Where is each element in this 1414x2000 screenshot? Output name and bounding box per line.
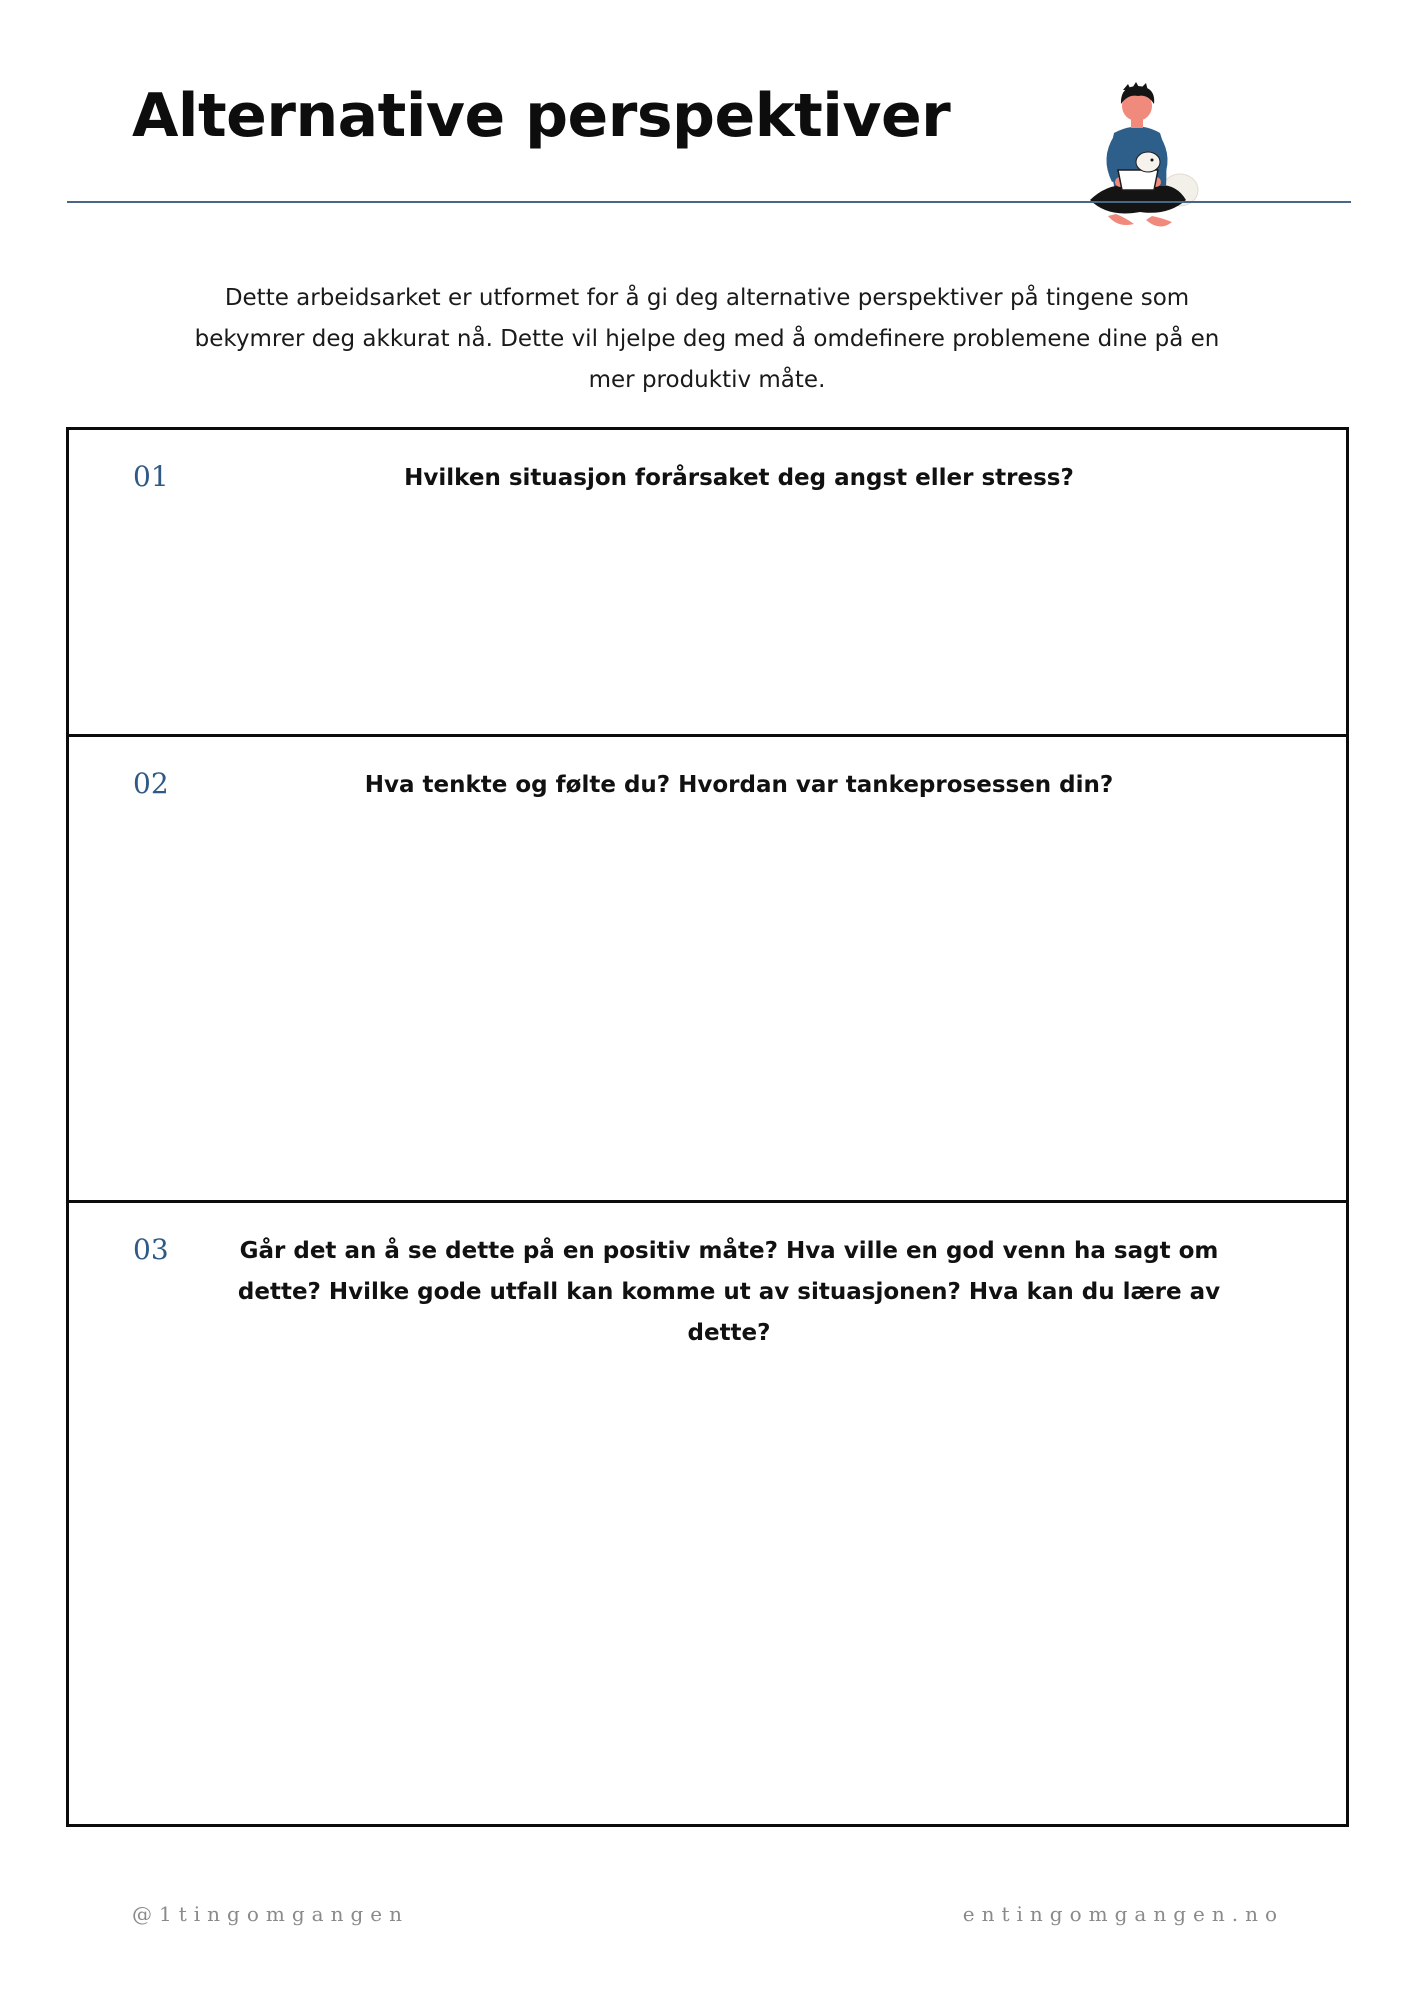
header-divider — [67, 201, 1351, 203]
worksheet-table — [66, 427, 1349, 1827]
section-question: Hva tenkte og følte du? Hvordan var tankeprosessen din? — [364, 772, 1114, 798]
section-question: Går det an å se dette på en positiv måte? Hva ville en god venn ha sagt om dette? Hvilke gode utfall kan komme ut av situasjonen? Hva kan du lære av dette? — [237, 1238, 1221, 1346]
section-number: 03 — [133, 1233, 169, 1266]
section-number: 01 — [133, 460, 169, 493]
answer-area-02[interactable] — [89, 837, 1326, 1180]
section-02 — [69, 737, 1346, 1203]
person-reading-with-dog-illustration — [1068, 78, 1208, 233]
section-question: Hvilken situasjon forårsaket deg angst eller stress? — [404, 465, 1074, 491]
page-title: Alternative perspektiver — [132, 81, 951, 151]
section-03 — [69, 1203, 1346, 1827]
section-number: 02 — [133, 767, 169, 800]
footer-social-handle: @1tingomgangen — [132, 1902, 409, 1926]
footer-website: entingomgangen.no — [962, 1902, 1284, 1926]
intro-text: Dette arbeidsarket er utformet for å gi deg alternative perspektiver på tingene som bekymrer deg akkurat nå. Dette vil hjelpe deg med å omdefinere problemene dine på en mer produktiv måte. — [194, 285, 1220, 393]
section-01 — [69, 430, 1346, 737]
answer-area-01[interactable] — [89, 530, 1326, 714]
answer-area-03[interactable] — [89, 1373, 1326, 1807]
